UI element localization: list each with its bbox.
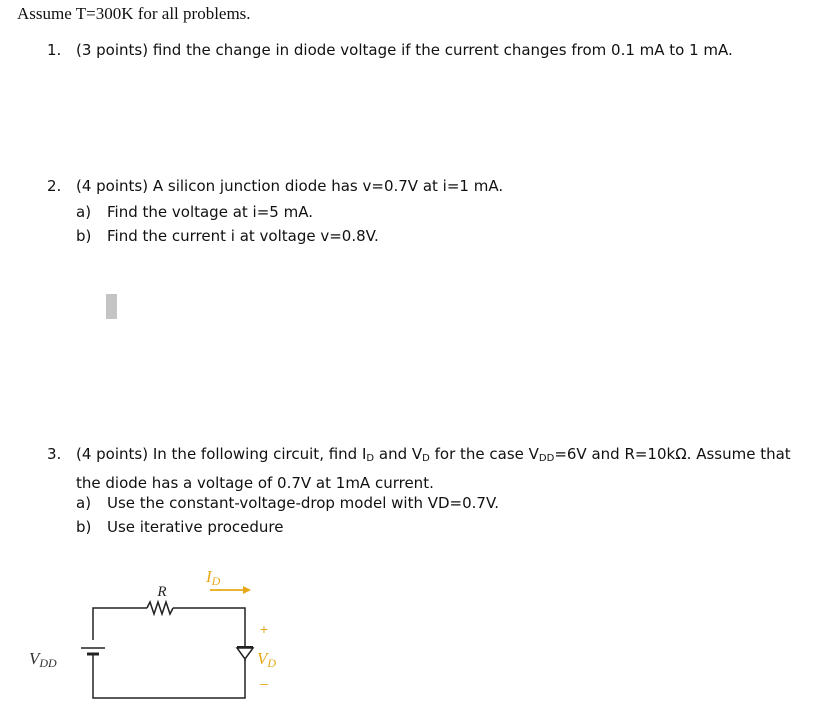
circuit-diagram [25,560,325,710]
question-number: 2. [47,177,62,195]
part-text: Find the current i at voltage v=0.8V. [107,227,379,245]
part-label: b) [76,518,92,536]
part-label: b) [76,227,92,245]
wire-bottom [93,658,245,698]
resistor [147,602,173,614]
part-label: a) [76,203,92,221]
question-text: (3 points) find the change in diode voltage if the current changes from 0.1 mA to 1 mA. [76,41,733,59]
current-label: ID [206,567,221,588]
diode-triangle [237,648,253,659]
question-number: 1. [47,41,62,59]
question-text-line-2: the diode has a voltage of 0.7V at 1mA current. [76,474,434,492]
part-text: Use the constant-voltage-drop model with VD=0.7V. [107,494,500,512]
intro-text: Assume T=300K for all problems. [17,4,251,23]
question-number: 3. [47,445,62,463]
current-arrow-head [243,586,251,594]
resistor-label: R [157,584,167,600]
question-text-line-1: (4 points) In the following circuit, find $I_D$ and $V_D$ for the case $V_{DD}=6V$ and R=10kΩ. Assume that [76,445,791,464]
wire-top-left [93,608,147,640]
part-label: a) [76,494,92,512]
plus-sign-label: + [259,621,269,637]
wire-top-right [173,608,245,646]
vdd-label: VDD [29,649,57,670]
part-text: Find the voltage at i=5 mA. [107,203,313,221]
part-text: Use iterative procedure [107,518,284,536]
text-cursor-block [106,294,117,319]
vd-label: VD [257,649,277,670]
question-text: (4 points) A silicon junction diode has v=0.7V at i=1 mA. [76,177,504,195]
minus-sign-label: – [260,675,268,691]
